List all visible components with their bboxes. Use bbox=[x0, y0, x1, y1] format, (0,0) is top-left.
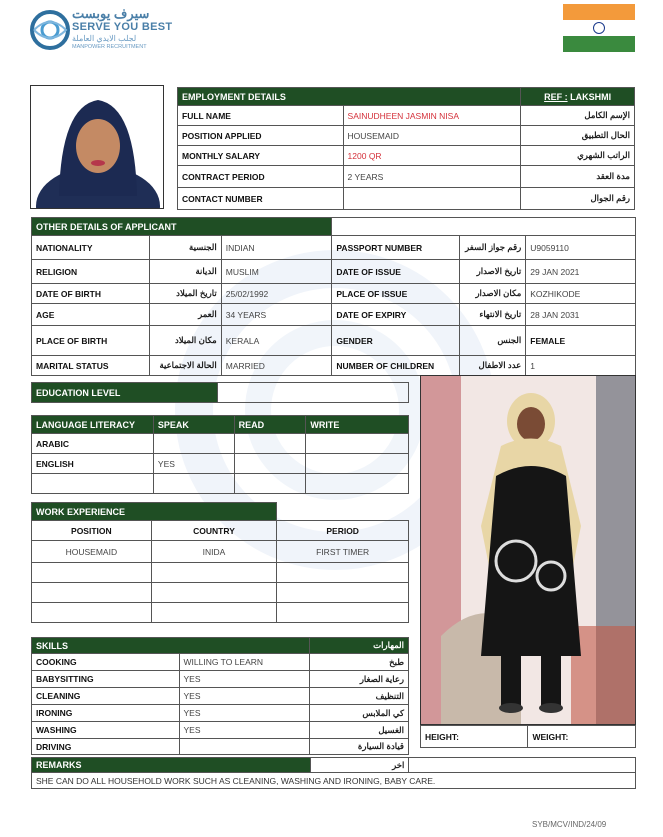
height-label: HEIGHT: bbox=[421, 726, 528, 748]
gender-value: FEMALE bbox=[526, 326, 636, 356]
date-of-issue-arabic: تاريخ الاصدار bbox=[460, 260, 526, 284]
place-of-issue-value: KOZHIKODE bbox=[526, 284, 636, 304]
skill-cleaning-label: CLEANING bbox=[32, 688, 180, 705]
logo-sub: MANPOWER RECRUITMENT bbox=[72, 44, 147, 50]
logo-mark-icon bbox=[28, 8, 72, 52]
nationality-label: NATIONALITY bbox=[32, 236, 150, 260]
speak-header: SPEAK bbox=[153, 416, 234, 434]
marital-status-arabic: الحالة الاجتماعية bbox=[149, 356, 221, 376]
language-empty-label bbox=[32, 474, 154, 494]
date-of-birth-value: 25/02/1992 bbox=[221, 284, 332, 304]
language-empty-write bbox=[306, 474, 409, 494]
employment-details-title: EMPLOYMENT DETAILS bbox=[178, 88, 521, 106]
india-flag-icon bbox=[563, 4, 635, 52]
skill-cleaning-value: YES bbox=[179, 688, 310, 705]
full-name-value: SAINUDHEEN JASMIN NISA bbox=[343, 106, 521, 126]
employment-details-table bbox=[177, 87, 635, 210]
monthly-salary-arabic: الراتب الشهري bbox=[521, 146, 635, 166]
skill-babysitting-label: BABYSITTING bbox=[32, 671, 180, 688]
nationality-value: INDIAN bbox=[221, 236, 332, 260]
other-details-table bbox=[31, 217, 636, 376]
skill-washing-arabic: الغسيل bbox=[310, 722, 409, 739]
remarks-table bbox=[31, 757, 636, 789]
contract-period-arabic: مدة العقد bbox=[521, 166, 635, 188]
passport-number-arabic: رقم جواز السفر bbox=[460, 236, 526, 260]
language-english-speak: YES bbox=[153, 454, 234, 474]
logo-arabic-name: سيرف يوبست bbox=[72, 6, 150, 21]
position-applied-label: POSITION APPLIED bbox=[178, 126, 344, 146]
skills-title: SKILLS bbox=[32, 638, 310, 654]
remarks-text: SHE CAN DO ALL HOUSEHOLD WORK SUCH AS CLEANING, WASHING AND IRONING, BABY CARE. bbox=[32, 773, 636, 789]
skill-washing-label: WASHING bbox=[32, 722, 180, 739]
age-arabic: العمر bbox=[149, 304, 221, 326]
weight-label: WEIGHT: bbox=[528, 726, 636, 748]
table-row bbox=[32, 583, 409, 603]
skill-cooking-arabic: طبخ bbox=[310, 654, 409, 671]
skills-table bbox=[31, 637, 409, 755]
language-empty-speak bbox=[153, 474, 234, 494]
contact-number-label: CONTACT NUMBER bbox=[178, 188, 344, 210]
skill-cooking-label: COOKING bbox=[32, 654, 180, 671]
applicant-full-photo bbox=[420, 375, 636, 725]
logo-english-name: SERVE YOU BEST bbox=[72, 21, 173, 33]
religion-value: MUSLIM bbox=[221, 260, 332, 284]
position-applied-value: HOUSEMAID bbox=[343, 126, 521, 146]
marital-status-label: MARITAL STATUS bbox=[32, 356, 150, 376]
marital-status-value: MARRIED bbox=[221, 356, 332, 376]
language-literacy-header: LANGUAGE LITERACY bbox=[32, 416, 154, 434]
position-header: POSITION bbox=[32, 521, 152, 541]
applicant-portrait-photo bbox=[30, 85, 164, 209]
language-arabic-read bbox=[234, 434, 306, 454]
remarks-title: REMARKS bbox=[32, 758, 311, 773]
document-code: SYB/MCV/IND/24/09 bbox=[532, 820, 607, 829]
date-of-birth-label: DATE OF BIRTH bbox=[32, 284, 150, 304]
logo-arabic-sub: لجلب الايدي العاملة bbox=[72, 34, 137, 43]
language-english-write bbox=[306, 454, 409, 474]
full-name-arabic: الإسم الكامل bbox=[521, 106, 635, 126]
date-of-issue-value: 29 JAN 2021 bbox=[526, 260, 636, 284]
country-header: COUNTRY bbox=[151, 521, 277, 541]
skills-title-arabic: المهارات bbox=[310, 638, 409, 654]
table-row bbox=[32, 603, 409, 623]
work-experience-table bbox=[31, 502, 409, 623]
language-literacy-table bbox=[31, 415, 409, 494]
full-name-label: FULL NAME bbox=[178, 106, 344, 126]
skill-ironing-label: IRONING bbox=[32, 705, 180, 722]
skill-cooking-value: WILLING TO LEARN bbox=[179, 654, 310, 671]
contract-period-value: 2 YEARS bbox=[343, 166, 521, 188]
work-country-value: INIDA bbox=[151, 541, 277, 563]
skill-driving-value bbox=[179, 739, 310, 755]
read-header: READ bbox=[234, 416, 306, 434]
place-of-birth-value: KERALA bbox=[221, 326, 332, 356]
language-arabic-write bbox=[306, 434, 409, 454]
contact-number-arabic: رقم الجوال bbox=[521, 188, 635, 210]
skill-driving-label: DRIVING bbox=[32, 739, 180, 755]
write-header: WRITE bbox=[306, 416, 409, 434]
education-level-table bbox=[31, 382, 409, 403]
skill-cleaning-arabic: التنظيف bbox=[310, 688, 409, 705]
date-of-issue-label: DATE OF ISSUE bbox=[332, 260, 460, 284]
other-details-title: OTHER DETAILS OF APPLICANT bbox=[32, 218, 332, 236]
ref-label: REF : bbox=[544, 91, 568, 102]
ref-value: LAKSHMI bbox=[570, 91, 612, 102]
nationality-arabic: الجنسية bbox=[149, 236, 221, 260]
work-position-value: HOUSEMAID bbox=[32, 541, 152, 563]
date-of-birth-arabic: تاريخ الميلاد bbox=[149, 284, 221, 304]
gender-label: GENDER bbox=[332, 326, 460, 356]
place-of-birth-arabic: مكان الميلاد bbox=[149, 326, 221, 356]
monthly-salary-label: MONTHLY SALARY bbox=[178, 146, 344, 166]
remarks-other-arabic: اخر bbox=[310, 758, 409, 773]
skill-babysitting-value: YES bbox=[179, 671, 310, 688]
language-english-read bbox=[234, 454, 306, 474]
age-label: AGE bbox=[32, 304, 150, 326]
language-empty-read bbox=[234, 474, 306, 494]
skill-washing-value: YES bbox=[179, 722, 310, 739]
date-of-expiry-arabic: تاريخ الانتهاء bbox=[460, 304, 526, 326]
number-of-children-arabic: عدد الاطفال bbox=[460, 356, 526, 376]
table-row bbox=[32, 563, 409, 583]
place-of-issue-arabic: مكان الاصدار bbox=[460, 284, 526, 304]
skill-ironing-arabic: كي الملابس bbox=[310, 705, 409, 722]
number-of-children-value: 1 bbox=[526, 356, 636, 376]
place-of-birth-label: PLACE OF BIRTH bbox=[32, 326, 150, 356]
work-period-value: FIRST TIMER bbox=[277, 541, 409, 563]
language-arabic-speak bbox=[153, 434, 234, 454]
date-of-expiry-value: 28 JAN 2031 bbox=[526, 304, 636, 326]
place-of-issue-label: PLACE OF ISSUE bbox=[332, 284, 460, 304]
height-weight-table bbox=[420, 725, 636, 748]
passport-number-value: U9059110 bbox=[526, 236, 636, 260]
gender-arabic: الجنس bbox=[460, 326, 526, 356]
skill-driving-arabic: قيادة السيارة bbox=[310, 739, 409, 755]
religion-label: RELIGION bbox=[32, 260, 150, 284]
ref-cell bbox=[521, 88, 635, 106]
skill-ironing-value: YES bbox=[179, 705, 310, 722]
position-applied-arabic: الحال التطبيق bbox=[521, 126, 635, 146]
education-level-title: EDUCATION LEVEL bbox=[32, 383, 218, 403]
contract-period-label: CONTRACT PERIOD bbox=[178, 166, 344, 188]
skill-babysitting-arabic: رعاية الصغار bbox=[310, 671, 409, 688]
number-of-children-label: NUMBER OF CHILDREN bbox=[332, 356, 460, 376]
language-arabic-label: ARABIC bbox=[32, 434, 154, 454]
passport-number-label: PASSPORT NUMBER bbox=[332, 236, 460, 260]
company-logo bbox=[28, 6, 178, 54]
monthly-salary-value: 1200 QR bbox=[343, 146, 521, 166]
age-value: 34 YEARS bbox=[221, 304, 332, 326]
religion-arabic: الديانة bbox=[149, 260, 221, 284]
date-of-expiry-label: DATE OF EXPIRY bbox=[332, 304, 460, 326]
work-experience-title: WORK EXPERIENCE bbox=[32, 503, 277, 521]
language-english-label: ENGLISH bbox=[32, 454, 154, 474]
contact-number-value bbox=[343, 188, 521, 210]
period-header: PERIOD bbox=[277, 521, 409, 541]
education-level-value bbox=[217, 383, 408, 403]
